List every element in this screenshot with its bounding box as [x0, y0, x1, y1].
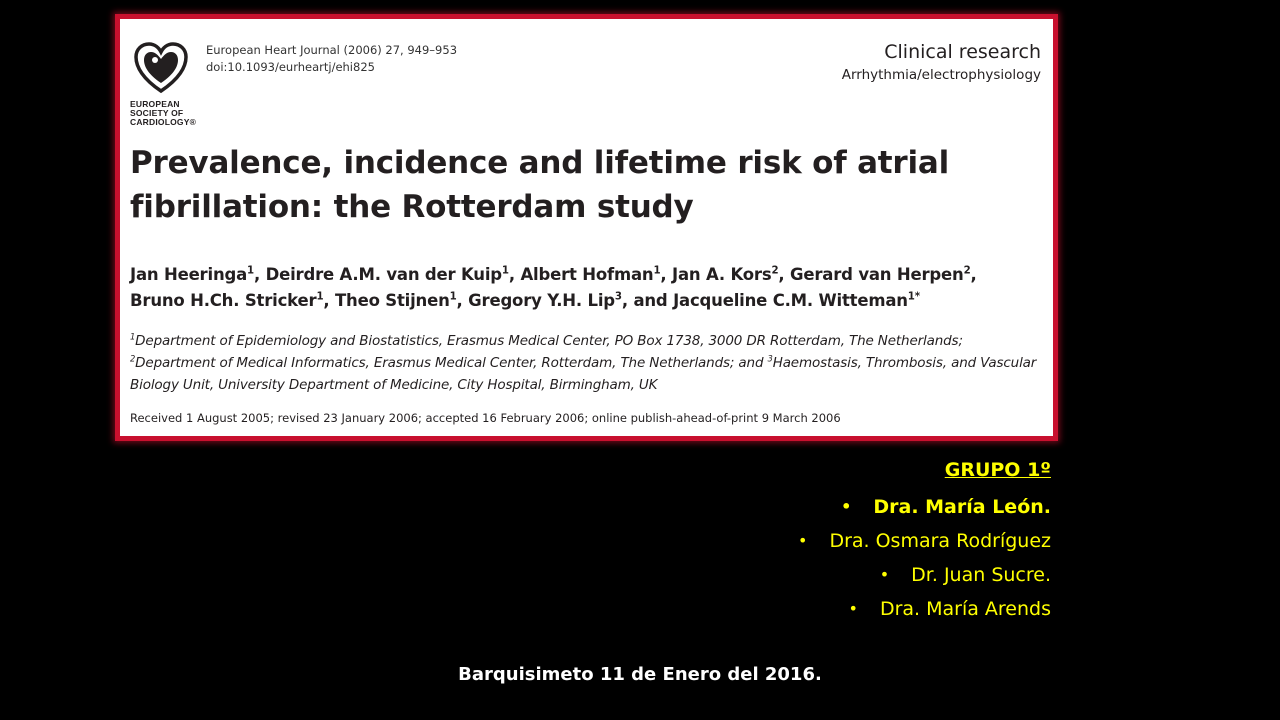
list-item [798, 524, 1051, 558]
author-name: Jan A. Kors [672, 265, 772, 284]
author-affiliation-mark: 1 [501, 265, 509, 277]
affiliation-text: Department of Epidemiology and Biostatistics, Erasmus Medical Center, PO Box 1738, 3000 DR Rotterdam, The Netherlands; [135, 333, 963, 349]
author-affiliation-mark: 1 [316, 291, 324, 303]
affiliation-text: Department of Medical Informatics, Erasmus Medical Center, Rotterdam, The Netherlands; and [135, 355, 768, 371]
bullet-icon: • [879, 565, 890, 584]
article-title-line: fibrillation: the Rotterdam study [130, 189, 694, 225]
author-affiliation-mark: 3 [614, 291, 622, 303]
received-dates: Received 1 August 2005; revised 23 January 2006; accepted 16 February 2006; online publish-ahead-of-print 9 March 2006 [130, 411, 841, 425]
author-separator: , [778, 265, 791, 284]
author-name: Deirdre A.M. van der Kuip [265, 265, 502, 284]
author-affiliation-mark: 2 [771, 265, 779, 277]
list-item [798, 490, 1051, 524]
affiliation-text: Haemostasis, Thrombosis, and Vascular Biology Unit, University Department of Medicine, City Hospital, Birmingham, UK [130, 355, 1037, 393]
author-name: Gregory Y.H. Lip [468, 291, 615, 310]
logo-text-line: CARDIOLOGY® [130, 117, 197, 127]
author-name: Gerard van Herpen [790, 265, 964, 284]
section-title: Clinical research [884, 41, 1041, 63]
affiliation-mark: 3 [767, 353, 773, 364]
author-line [130, 262, 1050, 288]
member-name: Dra. María León. [873, 496, 1051, 518]
author-affiliation-mark: 1 [653, 265, 661, 277]
bullet-icon: • [848, 599, 858, 618]
author-separator: , and [621, 291, 674, 310]
author-affiliation-mark: 1 [449, 291, 457, 303]
journal-doi: doi:10.1093/eurheartj/ehi825 [206, 60, 375, 74]
section-label [842, 39, 1041, 85]
article-header-image [115, 14, 1058, 441]
author-affiliation-mark: 1* [907, 291, 920, 303]
author-separator: , [323, 291, 335, 310]
author-list [130, 262, 1050, 314]
author-separator: , [660, 265, 673, 284]
member-name: Dra. María Arends [879, 598, 1051, 620]
logo-text-line: SOCIETY OF [130, 108, 184, 118]
esc-logo [130, 41, 200, 127]
member-name: Dr. Juan Sucre. [911, 564, 1051, 586]
author-affiliation-mark: 1 [247, 265, 254, 277]
author-separator: , [253, 265, 266, 284]
bullet-icon: • [841, 497, 852, 516]
affiliations [130, 330, 1055, 396]
author-separator: , [970, 265, 977, 284]
footer-date: Barquisimeto 11 de Enero del 2016. [458, 664, 822, 685]
article-title-line: Prevalence, incidence and lifetime risk of atrial [130, 145, 950, 181]
list-item [798, 558, 1051, 592]
logo-text-line: EUROPEAN [130, 99, 180, 109]
author-name: Albert Hofman [520, 265, 654, 284]
affiliation-mark: 2 [130, 353, 136, 364]
affiliation-mark: 1 [130, 331, 136, 342]
member-name: Dra. Osmara Rodríguez [829, 530, 1051, 552]
bullet-icon: • [798, 531, 808, 550]
journal-citation: European Heart Journal (2006) 27, 949–953 [206, 43, 458, 57]
section-subtitle: Arrhythmia/electrophysiology [841, 67, 1041, 83]
heart-logo-icon [133, 41, 189, 97]
author-affiliation-mark: 2 [963, 265, 971, 277]
list-item [798, 592, 1051, 626]
group-title: GRUPO 1º [944, 459, 1051, 481]
author-line [130, 288, 1050, 314]
member-list [798, 490, 1051, 626]
journal-info [206, 42, 457, 76]
article-title [130, 141, 1030, 229]
author-name: Jacqueline C.M. Witteman [673, 291, 908, 310]
author-separator: , [508, 265, 521, 284]
author-name: Theo Stijnen [334, 291, 450, 310]
author-name: Bruno H.Ch. Stricker [130, 291, 317, 310]
author-name: Jan Heeringa [130, 265, 248, 284]
group-panel [798, 456, 1051, 626]
author-separator: , [456, 291, 469, 310]
